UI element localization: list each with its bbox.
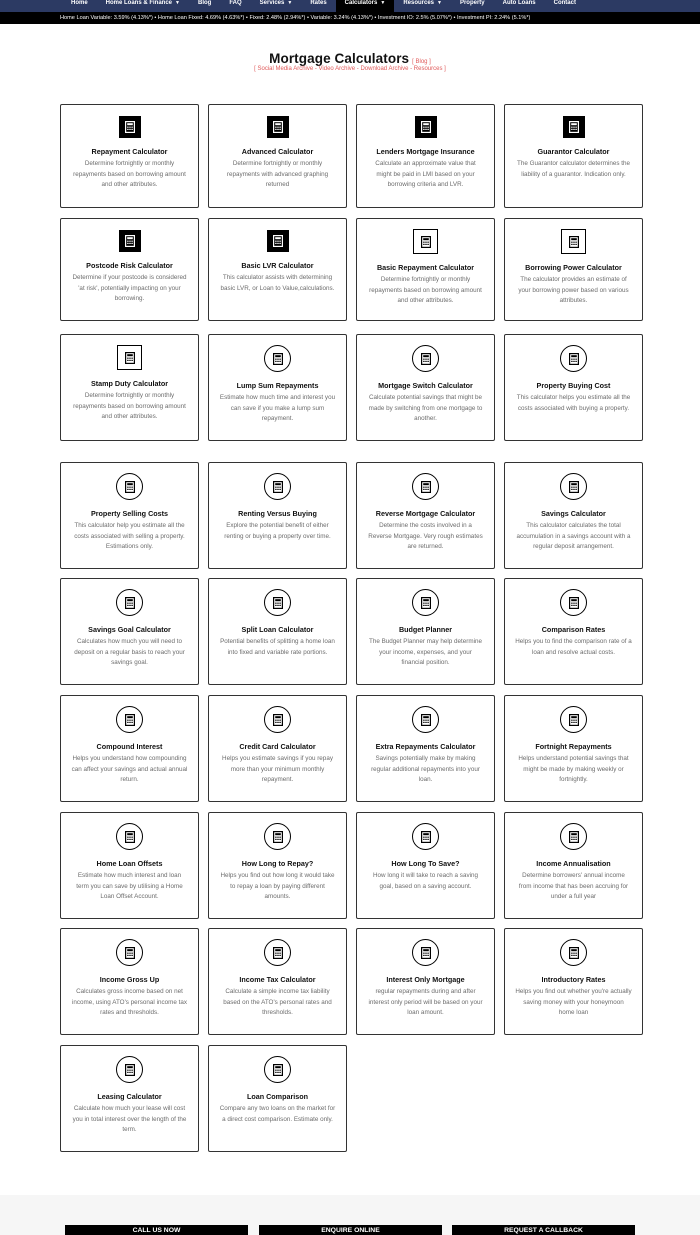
calculator-card[interactable]: [208, 578, 347, 685]
calculator-title[interactable]: How Long To Save?: [391, 859, 460, 868]
calculator-card[interactable]: [504, 104, 643, 208]
calculator-card[interactable]: [208, 462, 347, 569]
nav-item-label: Home: [71, 0, 88, 6]
nav-item-contact[interactable]: [545, 0, 585, 12]
calculator-description: Explore the potential benefit of either renting or buying a property over time.: [224, 522, 331, 540]
calculator-title[interactable]: Basic LVR Calculator: [241, 261, 314, 270]
calculator-card[interactable]: [504, 462, 643, 569]
request-callback-button[interactable]: REQUEST A CALLBACK: [452, 1225, 635, 1235]
calculator-icon: [415, 116, 437, 138]
calculator-description: This calculator calculates the total accumulation in a savings account with a regular deposit arrangement.: [516, 522, 631, 550]
calculator-card[interactable]: [504, 218, 643, 321]
calculator-title[interactable]: Renting Versus Buying: [238, 509, 317, 518]
nav-item-home-loans-finance[interactable]: [97, 0, 189, 12]
calculator-icon: [119, 116, 141, 138]
calculator-title[interactable]: Repayment Calculator: [91, 147, 168, 156]
calculator-description: This calculator help you estimate all the costs associated with selling a property. Estimations only.: [74, 522, 185, 550]
calculator-description: Determine fortnightly or monthly repayments based on borrowing amount and other attributes.: [369, 276, 482, 304]
calculator-title[interactable]: Property Buying Cost: [536, 381, 611, 390]
calculator-description: Calculate how much your lease will cost you in total interest over the length of the term.: [72, 1105, 187, 1133]
calculator-title[interactable]: Income Gross Up: [99, 975, 160, 984]
calculator-title[interactable]: Guarantor Calculator: [537, 147, 610, 156]
calculator-card[interactable]: [504, 578, 643, 685]
calculator-icon: [116, 706, 143, 733]
calculator-card[interactable]: [60, 462, 199, 569]
calculator-card[interactable]: [504, 695, 643, 802]
calculator-card[interactable]: [60, 578, 199, 685]
footer-bar: [0, 1195, 700, 1235]
calculator-description: How long it will take to reach a saving goal, based on a saving account.: [373, 872, 478, 890]
nav-item-label: Property: [459, 0, 485, 6]
calculator-icon: [560, 939, 587, 966]
calculator-description: Estimate how much interest and loan term you can save by utilising a Home Loan Offset Account.: [76, 872, 183, 900]
calculator-title[interactable]: Advanced Calculator: [241, 147, 314, 156]
nav-item-blog[interactable]: [189, 0, 220, 12]
calculator-description: Determine fortnightly or monthly repayments with advanced graphing returned: [226, 160, 329, 188]
calculator-description: Helps you find out whether you're actually saving money with your honeymoon home loan: [515, 988, 632, 1016]
calculator-title[interactable]: Borrowing Power Calculator: [525, 263, 622, 272]
calculator-card[interactable]: [60, 812, 199, 919]
nav-item-faq[interactable]: [220, 0, 250, 12]
calculator-description: Helps you find out how long it would take to repay a loan by paying different amounts.: [220, 872, 335, 900]
calculator-card[interactable]: [208, 928, 347, 1035]
nav-item-label: Services: [259, 0, 285, 6]
calculator-title[interactable]: Home Loan Offsets: [96, 859, 163, 868]
calculator-icon: [560, 589, 587, 616]
calculator-card[interactable]: [356, 334, 495, 441]
calculator-title[interactable]: Introductory Rates: [541, 975, 606, 984]
nav-item-services[interactable]: [251, 0, 302, 12]
calculator-title[interactable]: Leasing Calculator: [97, 1092, 162, 1101]
calculator-title[interactable]: Lenders Mortgage Insurance: [376, 147, 475, 156]
nav-item-label: Home Loans & Finance: [105, 0, 173, 6]
calculator-title[interactable]: Fortnight Repayments: [535, 742, 612, 751]
calculator-description: Savings potentially make by making regular additional repayments into your loan.: [371, 755, 480, 783]
call-us-now-button[interactable]: CALL US NOW: [65, 1225, 248, 1235]
page-title: Mortgage Calculators: [269, 51, 410, 66]
calculator-icon: [116, 589, 143, 616]
calculator-description: Helps you understand how compounding can affect your savings and actual annual return.: [71, 755, 188, 783]
nav-item-label: FAQ: [229, 0, 242, 6]
nav-item-label: Contact: [553, 0, 576, 6]
calculator-icon: [264, 823, 291, 850]
chevron-down-icon: ▼: [380, 0, 386, 6]
calculator-card[interactable]: [356, 695, 495, 802]
calculator-card[interactable]: [504, 812, 643, 919]
calculator-card[interactable]: [208, 695, 347, 802]
calculator-icon: [563, 116, 585, 138]
calculator-description: This calculator assists with determining basic LVR, or Loan to Value,calculations.: [220, 274, 335, 292]
calculator-description: The Budget Planner may help determine your income, expenses, and your financial position.: [368, 638, 483, 666]
calculator-description: Calculate an approximate value that might be paid in LMI based on your borrowing criteria and LVR.: [375, 160, 476, 188]
nav-item-label: Auto Loans: [502, 0, 536, 6]
calculator-card[interactable]: [504, 334, 643, 441]
calculator-card[interactable]: [60, 218, 199, 321]
blog-link[interactable]: [ Blog ]: [412, 59, 431, 65]
nav-item-label: Blog: [197, 0, 212, 6]
calculator-icon: [413, 229, 438, 254]
calculator-description: Calculate potential savings that might be made by switching from one mortgage to another.: [368, 394, 483, 422]
calculator-description: Calculate a simple income tax liability based on the ATO's personal rates and thresholds.: [223, 988, 332, 1016]
nav-item-label: Calculators: [344, 0, 378, 6]
calculator-title[interactable]: Basic Repayment Calculator: [376, 263, 475, 272]
nav-item-home[interactable]: [62, 0, 97, 12]
calculator-description: Calculates how much you will need to deposit on a regular basis to reach your savings goal.: [74, 638, 185, 666]
calculator-title[interactable]: Income Tax Calculator: [239, 975, 316, 984]
calculator-description: Helps you to find the comparison rate of a loan and resolve actual costs.: [515, 638, 632, 656]
nav-item-resources[interactable]: [394, 0, 451, 12]
calculator-card[interactable]: [208, 218, 347, 321]
calculator-card[interactable]: [208, 334, 347, 441]
calculator-icon: [412, 823, 439, 850]
calculator-description: Estimate how much time and interest you can save if you make a lump sum repayment.: [219, 394, 336, 422]
calculator-description: Determine borrowers' annual income from income that has been accruing for under a full year: [518, 872, 629, 900]
calculator-title[interactable]: Credit Card Calculator: [239, 742, 316, 751]
calculator-card[interactable]: [208, 104, 347, 208]
calculator-icon: [560, 823, 587, 850]
nav-item-label: Resources: [403, 0, 434, 6]
calculator-description: Determine the costs involved in a Reverse Mortgage. Very rough estimates are returned.: [368, 522, 483, 550]
calculator-description: regular repayments during and after interest only period will be based on your loan amount.: [368, 988, 483, 1016]
calculator-icon: [264, 589, 291, 616]
chevron-down-icon: ▼: [287, 0, 293, 6]
calculator-card[interactable]: [208, 812, 347, 919]
calculator-description: Potential benefits of splitting a home loan into fixed and variable rate portions.: [220, 638, 335, 656]
calculator-description: Determine fortnightly or monthly repayments based on borrowing amount and other attributes.: [73, 160, 186, 188]
calculator-icon: [264, 345, 291, 372]
calculator-icon: [116, 823, 143, 850]
calculator-icon: [412, 939, 439, 966]
calculator-icon: [412, 706, 439, 733]
calculator-icon: [264, 939, 291, 966]
calculator-icon: [119, 230, 141, 252]
calculator-card[interactable]: [60, 695, 199, 802]
calculator-icon: [264, 706, 291, 733]
calculator-description: Helps understand potential savings that might be made by making weekly or fortnightly.: [518, 755, 629, 783]
nav-item-label: Rates: [310, 0, 327, 6]
calculator-card[interactable]: [208, 1045, 347, 1152]
calculator-description: Compare any two loans on the market for a direct cost comparison. Estimate only.: [219, 1105, 336, 1123]
calculator-description: The calculator provides an estimate of your borrowing power based on various attributes.: [518, 276, 629, 304]
page-heading: [0, 50, 700, 72]
calculator-icon: [561, 229, 586, 254]
calculator-icon: [412, 473, 439, 500]
calculator-card[interactable]: [356, 462, 495, 569]
calculator-card[interactable]: [60, 334, 199, 441]
calculator-card[interactable]: [356, 812, 495, 919]
calculator-description: Helps you estimate savings if you repay more than your minimum monthly repayment.: [222, 755, 333, 783]
enquire-online-button[interactable]: ENQUIRE ONLINE: [259, 1225, 442, 1235]
calculator-icon: [116, 939, 143, 966]
calculator-card[interactable]: [356, 104, 495, 208]
calculator-card[interactable]: [504, 928, 643, 1035]
calculator-card[interactable]: [356, 928, 495, 1035]
calculator-title[interactable]: Property Selling Costs: [90, 509, 169, 518]
calculator-title[interactable]: Loan Comparison: [246, 1092, 309, 1101]
calculator-title[interactable]: Comparison Rates: [541, 625, 606, 634]
calculator-title[interactable]: Mortgage Switch Calculator: [378, 381, 473, 390]
nav-item-calculators[interactable]: [336, 0, 395, 12]
calculator-card[interactable]: [356, 218, 495, 321]
calculator-title[interactable]: Reverse Mortgage Calculator: [375, 509, 476, 518]
archive-links[interactable]: [ Social Media Archive - Video Archive - Download Archive - Resources ]: [254, 66, 446, 72]
calculator-title[interactable]: Income Annualisation: [536, 859, 611, 868]
calculator-card[interactable]: [356, 578, 495, 685]
calculator-card[interactable]: [60, 104, 199, 208]
nav-list: [0, 0, 700, 12]
calculator-title[interactable]: Lump Sum Repayments: [236, 381, 319, 390]
calculator-icon: [117, 345, 142, 370]
calculator-title[interactable]: How Long to Repay?: [241, 859, 314, 868]
calculator-icon: [264, 1056, 291, 1083]
calculator-description: Calculates gross income based on net income, using ATO's personal income tax rates and thresholds.: [71, 988, 188, 1016]
main-navigation: [0, 0, 700, 12]
rates-ticker: Home Loan Variable: 3.59% (4.13%*) • Home Loan Fixed: 4.69% (4.63%*) • Fixed: 2.48% (2.94%*) • Variable: 3.24% (4.13%*) • Investment IO: 2.5% (5.07%*) • Investment PI: 2.24% (5.1%*): [0, 12, 700, 24]
nav-item-rates[interactable]: [301, 0, 335, 12]
calculator-icon: [267, 116, 289, 138]
calculator-title[interactable]: Postcode Risk Calculator: [86, 261, 173, 270]
calculator-icon: [116, 1056, 143, 1083]
calculator-icon: [560, 473, 587, 500]
calculator-icon: [560, 345, 587, 372]
calculator-description: Determine fortnightly or monthly repayments based on borrowing amount and other attributes.: [73, 392, 186, 420]
calculator-description: This calculator helps you estimate all the costs associated with buying a property.: [516, 394, 631, 412]
calculator-title[interactable]: Compound Interest: [96, 742, 163, 751]
calculator-icon: [116, 473, 143, 500]
calculator-icon: [412, 589, 439, 616]
calculator-title[interactable]: Savings Calculator: [541, 509, 606, 518]
calculator-icon: [560, 706, 587, 733]
calculator-title[interactable]: Extra Repayments Calculator: [375, 742, 476, 751]
calculator-title[interactable]: Stamp Duty Calculator: [90, 379, 169, 388]
calculator-card[interactable]: [60, 928, 199, 1035]
calculator-icon: [412, 345, 439, 372]
calculator-title[interactable]: Split Loan Calculator: [241, 625, 314, 634]
calculator-description: The Guarantor calculator determines the liability of a guarantor. Indication only.: [516, 160, 631, 178]
calculator-title[interactable]: Budget Planner: [398, 625, 453, 634]
calculator-icon: [264, 473, 291, 500]
calculator-title[interactable]: Interest Only Mortgage: [386, 975, 465, 984]
nav-item-auto-loans[interactable]: [494, 0, 545, 12]
calculator-description: Determine if your postcode is considered 'at risk', potentially impacting on your borrowing.: [72, 274, 187, 302]
calculator-card[interactable]: [60, 1045, 199, 1152]
chevron-down-icon: ▼: [175, 0, 180, 6]
chevron-down-icon: ▼: [437, 0, 442, 6]
calculator-title[interactable]: Savings Goal Calculator: [88, 625, 171, 634]
calculator-icon: [267, 230, 289, 252]
nav-item-property[interactable]: [451, 0, 494, 12]
